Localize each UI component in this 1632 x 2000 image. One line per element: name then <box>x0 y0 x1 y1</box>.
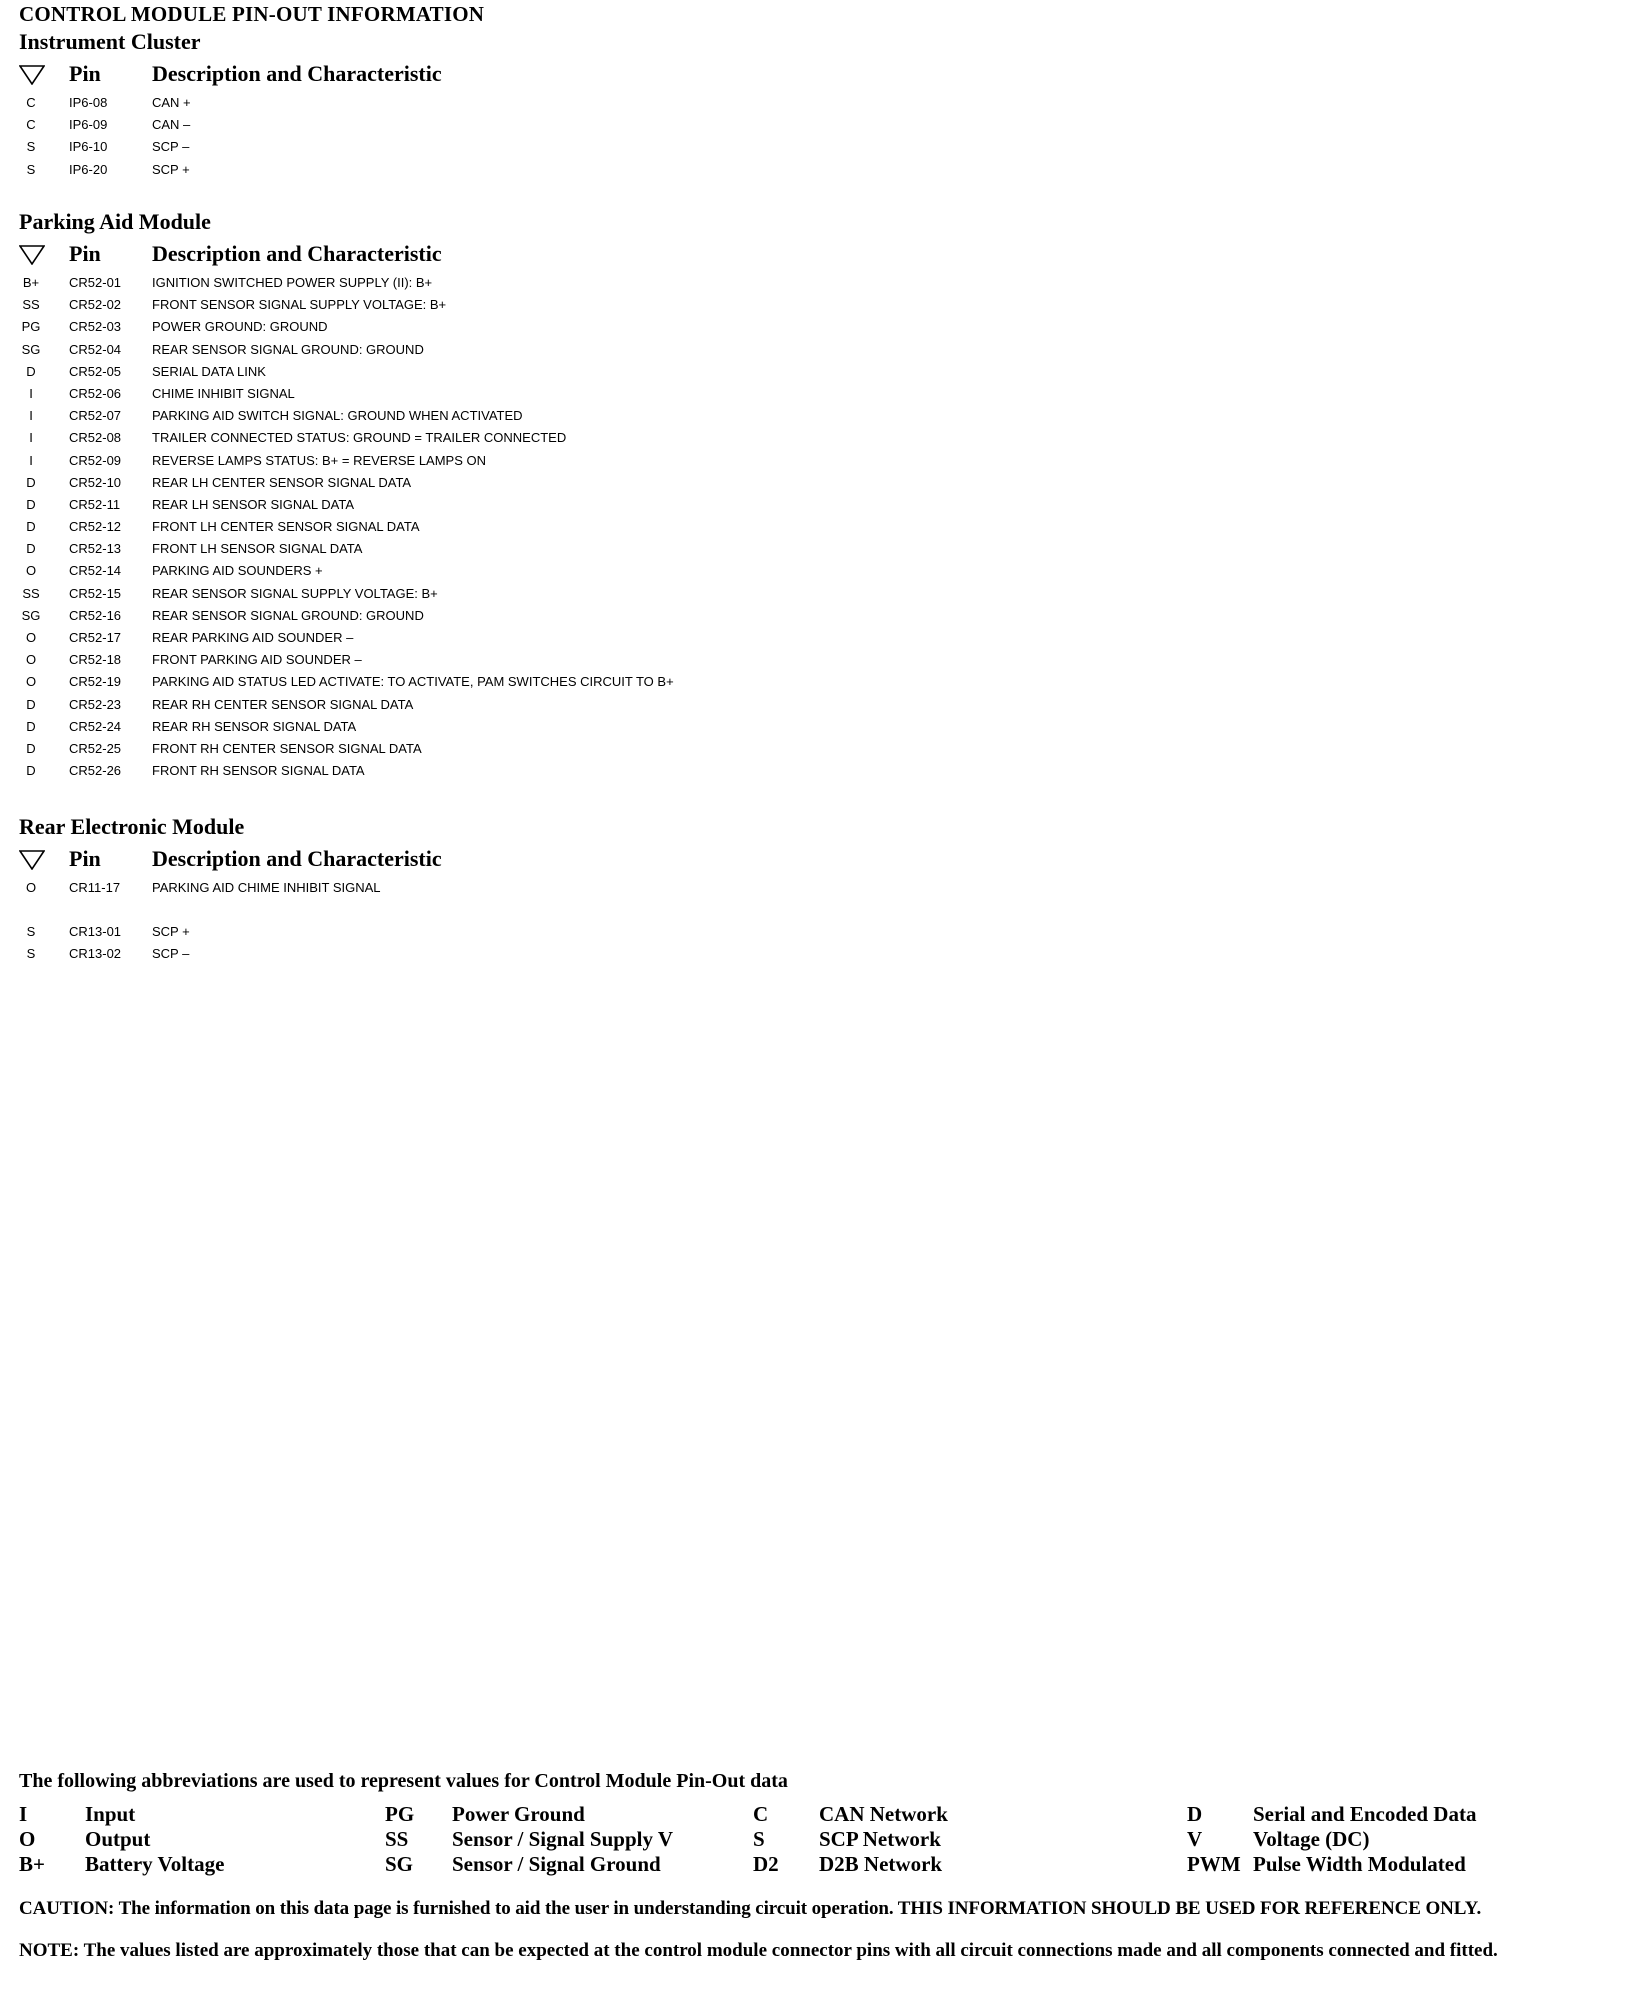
abbreviation-item <box>19 1852 225 1877</box>
pin-id: CR52-18 <box>69 652 122 668</box>
pin-id: CR13-01 <box>69 924 122 940</box>
pin-description: CHIME INHIBIT SIGNAL <box>152 385 295 401</box>
table-row <box>19 316 1019 338</box>
caution-text: CAUTION: The information on this data page is furnished to aid the user in understanding circuit operation. THIS INFORMATION SHOULD BE USED FOR REFERENCE ONLY. <box>19 1898 1482 1919</box>
row-spacer <box>19 899 1019 921</box>
abbreviation-key: B+ <box>19 1852 45 1876</box>
table-row <box>19 877 1019 899</box>
abbreviation-value: D2B Network <box>819 1852 943 1876</box>
table-row <box>19 383 1019 405</box>
type-code: S <box>26 161 36 177</box>
section-title: Instrument Cluster <box>19 29 201 54</box>
type-code: SS <box>22 297 40 313</box>
table-row <box>19 92 1019 114</box>
abbreviation-item <box>385 1827 673 1852</box>
abbreviation-key: S <box>753 1827 765 1851</box>
pin-id: CR52-15 <box>69 585 122 601</box>
abbreviation-item <box>19 1802 136 1827</box>
table-row <box>19 760 1019 782</box>
table-row <box>19 694 1019 716</box>
abbreviation-value: Pulse Width Modulated <box>1253 1852 1466 1876</box>
type-code: D <box>26 363 36 379</box>
abbreviation-key: PG <box>385 1802 415 1826</box>
section-rear-electronic-module <box>19 813 1019 966</box>
type-code: D <box>26 474 36 490</box>
type-code: D <box>26 763 36 779</box>
pin-id: CR52-11 <box>69 496 121 512</box>
table-row <box>19 716 1019 738</box>
table-row <box>19 943 1019 965</box>
pin-description: CAN – <box>152 117 191 133</box>
column-header <box>19 56 1019 92</box>
table-row <box>19 627 1019 649</box>
pin-description: PARKING AID CHIME INHIBIT SIGNAL <box>152 880 381 895</box>
abbreviation-item <box>753 1802 948 1827</box>
abbreviation-value: Voltage (DC) <box>1253 1827 1370 1851</box>
type-code: B+ <box>22 275 40 290</box>
pin-id: CR52-09 <box>69 452 122 468</box>
pin-description: FRONT LH SENSOR SIGNAL DATA <box>152 541 363 557</box>
abbreviation-key: PWM <box>1187 1852 1241 1876</box>
abbreviation-key: D <box>1187 1802 1203 1826</box>
section-title: Parking Aid Module <box>19 209 211 234</box>
pin-id: CR52-14 <box>69 563 122 579</box>
pin-id: CR52-12 <box>69 519 122 535</box>
pin-description: PARKING AID SOUNDERS + <box>152 563 323 579</box>
note-text: NOTE: The values listed are approximately those that can be expected at the control module connector pins with all circuit connections made and all components connected and fitted. <box>19 1940 1498 1961</box>
pin-description: SCP + <box>152 924 190 940</box>
abbreviation-key: O <box>19 1827 36 1851</box>
pin-description: FRONT RH SENSOR SIGNAL DATA <box>152 763 365 779</box>
abbreviation-item <box>753 1827 941 1852</box>
section-title: Rear Electronic Module <box>19 814 245 839</box>
pin-table <box>19 877 1019 966</box>
table-row <box>19 294 1019 316</box>
pin-table <box>19 92 1019 181</box>
table-row <box>19 405 1019 427</box>
type-code: D <box>26 718 36 734</box>
pin-description: TRAILER CONNECTED STATUS: GROUND = TRAILER CONNECTED <box>152 430 567 446</box>
table-row <box>19 538 1019 560</box>
type-code: O <box>25 674 37 690</box>
table-row <box>19 583 1019 605</box>
pin-description: POWER GROUND: GROUND <box>152 319 328 335</box>
table-row <box>19 671 1019 693</box>
pin-description: FRONT SENSOR SIGNAL SUPPLY VOLTAGE: B+ <box>152 297 447 313</box>
type-code: SG <box>21 607 41 623</box>
type-code: D <box>26 696 36 712</box>
type-code: O <box>25 563 37 579</box>
column-header <box>19 841 1019 877</box>
abbreviation-item <box>1187 1802 1477 1827</box>
abbreviations-intro: The following abbreviations are used to represent values for Control Module Pin-Out data <box>19 1770 788 1792</box>
table-row <box>19 560 1019 582</box>
pin-header: Pin <box>69 241 101 266</box>
abbreviation-value: Output <box>85 1827 151 1851</box>
table-row <box>19 738 1019 760</box>
type-code: PG <box>21 319 41 335</box>
pin-description: PARKING AID STATUS LED ACTIVATE: TO ACTIVATE, PAM SWITCHES CIRCUIT TO B+ <box>152 674 674 690</box>
table-row <box>19 114 1019 136</box>
description-header: Description and Characteristic <box>152 61 442 86</box>
pin-description: REAR LH SENSOR SIGNAL DATA <box>152 496 355 512</box>
type-code: O <box>25 630 37 645</box>
description-header: Description and Characteristic <box>152 241 442 266</box>
pin-id: CR11-17 <box>69 880 121 895</box>
abbreviations-legend <box>19 1802 1613 1882</box>
triangle-icon <box>19 245 45 265</box>
table-row <box>19 605 1019 627</box>
abbreviation-value: Sensor / Signal Ground <box>452 1852 661 1876</box>
abbreviation-key: D2 <box>753 1852 779 1876</box>
abbreviation-value: Sensor / Signal Supply V <box>452 1827 673 1851</box>
pin-description: REAR LH CENTER SENSOR SIGNAL DATA <box>152 474 412 490</box>
abbreviation-item <box>1187 1852 1466 1877</box>
type-code: C <box>26 117 36 133</box>
type-code: D <box>26 519 36 535</box>
pin-header: Pin <box>69 61 101 86</box>
type-code: I <box>29 408 33 424</box>
pin-description: FRONT RH CENTER SENSOR SIGNAL DATA <box>152 740 422 756</box>
type-code: S <box>26 924 36 940</box>
triangle-icon <box>19 850 45 870</box>
abbreviation-value: CAN Network <box>819 1802 948 1826</box>
triangle-icon <box>19 65 45 85</box>
type-code: S <box>26 139 36 155</box>
pin-description: REAR RH CENTER SENSOR SIGNAL DATA <box>152 696 414 712</box>
abbreviation-item <box>385 1802 585 1827</box>
pin-id: CR52-17 <box>69 630 122 645</box>
abbreviation-item <box>1187 1827 1370 1852</box>
type-code: S <box>26 946 36 962</box>
document-title: CONTROL MODULE PIN-OUT INFORMATION <box>19 2 485 26</box>
type-code: O <box>25 880 37 895</box>
pin-id: CR52-23 <box>69 696 122 712</box>
type-code: O <box>25 652 37 668</box>
table-row <box>19 136 1019 158</box>
abbreviation-value: Battery Voltage <box>85 1852 225 1876</box>
pin-id: IP6-20 <box>69 161 108 177</box>
pin-description: SCP – <box>152 139 190 155</box>
abbreviation-value: Power Ground <box>452 1802 585 1826</box>
pin-id: CR52-05 <box>69 363 122 379</box>
section-parking-aid-module <box>19 208 1019 782</box>
type-code: I <box>29 452 33 468</box>
pin-id: CR52-24 <box>69 718 122 734</box>
table-row <box>19 472 1019 494</box>
pin-id: CR52-25 <box>69 740 122 756</box>
pin-description: SCP – <box>152 946 190 962</box>
pin-description: REVERSE LAMPS STATUS: B+ = REVERSE LAMPS ON <box>152 452 487 468</box>
abbreviation-item <box>753 1852 943 1877</box>
pin-header: Pin <box>69 846 101 871</box>
pin-id: CR52-06 <box>69 385 122 401</box>
table-row <box>19 361 1019 383</box>
pin-id: IP6-08 <box>69 95 108 110</box>
table-row <box>19 427 1019 449</box>
abbreviation-item <box>19 1827 151 1852</box>
pin-description: FRONT PARKING AID SOUNDER – <box>152 652 362 668</box>
pin-description: REAR PARKING AID SOUNDER – <box>152 630 354 645</box>
pin-id: CR52-13 <box>69 541 122 557</box>
pin-description: SCP + <box>152 161 190 177</box>
abbreviation-key: I <box>19 1802 28 1826</box>
pin-id: CR52-01 <box>69 275 122 290</box>
abbreviation-key: SS <box>385 1827 409 1851</box>
pin-id: CR52-08 <box>69 430 122 446</box>
abbreviation-value: Input <box>85 1802 136 1826</box>
pin-description: REAR RH SENSOR SIGNAL DATA <box>152 718 357 734</box>
pin-id: CR52-02 <box>69 297 122 313</box>
type-code: I <box>29 430 33 446</box>
pin-description: FRONT LH CENTER SENSOR SIGNAL DATA <box>152 519 420 535</box>
abbreviation-value: Serial and Encoded Data <box>1253 1802 1477 1826</box>
type-code: SS <box>22 585 40 601</box>
pin-id: CR52-16 <box>69 607 122 623</box>
description-header: Description and Characteristic <box>152 846 442 871</box>
pin-description: REAR SENSOR SIGNAL GROUND: GROUND <box>152 607 424 623</box>
type-code: D <box>26 740 36 756</box>
abbreviation-value: SCP Network <box>819 1827 941 1851</box>
type-code: D <box>26 541 36 557</box>
pin-id: CR52-26 <box>69 763 122 779</box>
abbreviation-item <box>385 1852 661 1877</box>
abbreviation-key: V <box>1187 1827 1203 1851</box>
abbreviation-key: SG <box>385 1852 414 1876</box>
column-header <box>19 236 1019 272</box>
pin-id: IP6-09 <box>69 117 108 133</box>
type-code: D <box>26 496 36 512</box>
pin-description: REAR SENSOR SIGNAL GROUND: GROUND <box>152 341 424 357</box>
table-row <box>19 272 1019 294</box>
pin-description: CAN + <box>152 95 191 110</box>
pin-id: IP6-10 <box>69 139 108 155</box>
pin-id: CR52-03 <box>69 319 122 335</box>
type-code: I <box>29 385 33 401</box>
pin-table <box>19 272 1019 782</box>
pin-id: CR52-10 <box>69 474 122 490</box>
pin-description: SERIAL DATA LINK <box>152 363 266 379</box>
pin-id: CR52-19 <box>69 674 122 690</box>
table-row <box>19 339 1019 361</box>
table-row <box>19 450 1019 472</box>
table-row <box>19 921 1019 943</box>
table-row <box>19 159 1019 181</box>
pin-description: REAR SENSOR SIGNAL SUPPLY VOLTAGE: B+ <box>152 585 438 601</box>
abbreviation-key: C <box>753 1802 769 1826</box>
pin-id: CR13-02 <box>69 946 122 962</box>
type-code: C <box>26 95 36 110</box>
pin-id: CR52-04 <box>69 341 122 357</box>
pin-description: PARKING AID SWITCH SIGNAL: GROUND WHEN ACTIVATED <box>152 408 523 424</box>
section-instrument-cluster <box>19 28 1019 181</box>
type-code: SG <box>21 341 41 357</box>
table-row <box>19 494 1019 516</box>
pin-id: CR52-07 <box>69 408 122 424</box>
table-row <box>19 649 1019 671</box>
pin-description: IGNITION SWITCHED POWER SUPPLY (II): B+ <box>152 275 433 290</box>
table-row <box>19 516 1019 538</box>
